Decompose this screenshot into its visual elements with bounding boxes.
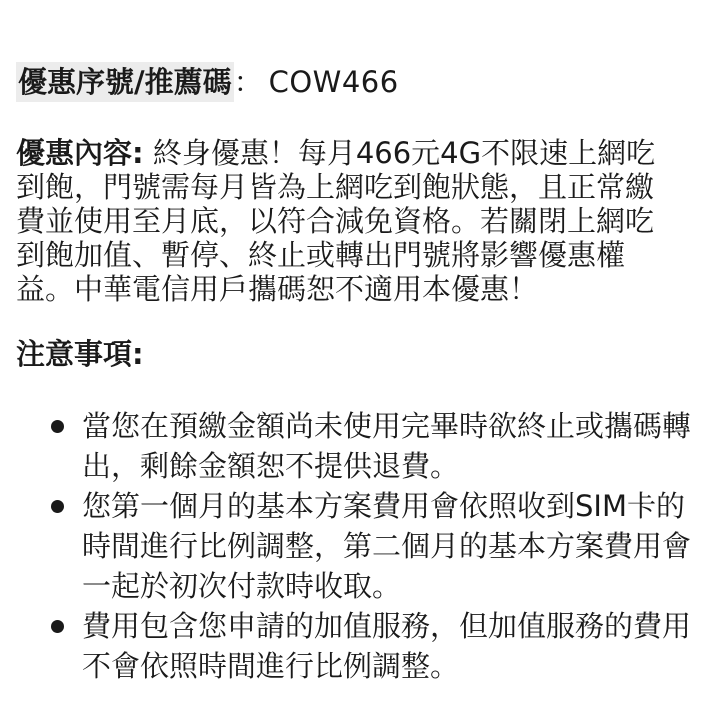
note-line: 時間進行比例調整，第二個月的基本方案費用會 [82, 529, 692, 563]
promo-code-label: 優惠序號/推薦碼 [16, 62, 234, 102]
bullet-icon [51, 420, 64, 433]
bullet-icon [51, 620, 64, 633]
content-line: 到飽，門號需每月皆為上網吃到飽狀態，且正常繳 [16, 170, 655, 204]
note-line: 當您在預繳金額尚未使用完畢時欲終止或攜碼轉 [82, 409, 692, 443]
content-line: 費並使用至月底，以符合減免資格。若關閉上網吃 [16, 204, 655, 238]
notes-title: 注意事項: [16, 337, 144, 371]
note-line: 您第一個月的基本方案費用會依照收到SIM卡的 [82, 489, 685, 523]
promo-code-value: COW466 [268, 65, 399, 99]
notes-list [0, 406, 720, 686]
content-line: 到飽加值、暫停、終止或轉出門號將影響優惠權 [16, 238, 626, 272]
promo-content-section [16, 136, 711, 306]
promo-code-separator: ： [233, 65, 263, 99]
promo-code-row [16, 62, 399, 102]
note-item [0, 486, 720, 606]
note-line: 費用包含您申請的加值服務，但加值服務的費用 [82, 609, 692, 643]
promo-content-label: 優惠內容: [16, 136, 144, 170]
content-text: 終身優惠！每月466元4G不限速上網吃 [143, 136, 656, 170]
content-line [16, 136, 711, 170]
note-item [0, 606, 720, 686]
note-line: 出，剩餘金額恕不提供退費。 [82, 449, 460, 483]
note-line: 不會依照時間進行比例調整。 [82, 649, 460, 683]
note-item [0, 406, 720, 486]
bullet-icon [51, 500, 64, 513]
note-line: 一起於初次付款時收取。 [82, 569, 402, 603]
content-line: 益。中華電信用戶攜碼恕不適用本優惠！ [16, 272, 539, 306]
